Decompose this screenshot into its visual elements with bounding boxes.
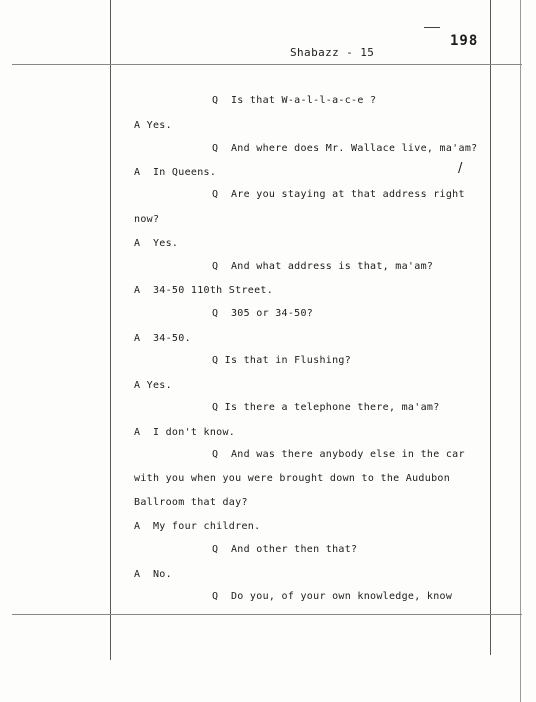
margin-check-mark: / [458,161,463,176]
transcript-line: now? [134,214,160,225]
transcript-line: Q Is that in Flushing? [212,355,352,366]
left-margin-rule [110,0,111,660]
transcript-line: A My four children. [134,521,261,532]
transcript-line: Q And what address is that, ma'am? [212,261,434,272]
transcript-line: A Yes. [134,380,172,391]
transcript-line: A In Queens. [134,167,217,178]
transcript-line: Ballroom that day? [134,497,248,508]
transcript-line: with you when you were brought down to the Audubon [134,473,451,484]
transcript-line: Q Is that W-a-l-l-a-c-e ? [212,95,377,106]
page-number: 198 [450,33,479,49]
right-margin-rule [490,0,491,655]
transcript-line: A Yes. [134,120,172,131]
transcript-line: Q And where does Mr. Wallace live, ma'am? [212,143,478,154]
page-number-dash [424,27,440,28]
transcript-line: A Yes. [134,238,179,249]
transcript-line: A 34-50. [134,333,191,344]
transcript-line: Q Do you, of your own knowledge, know [212,591,453,602]
transcript-line: Q Is there a telephone there, ma'am? [212,402,440,413]
right-edge-rule [520,0,521,702]
running-head: Shabazz - 15 [290,46,375,59]
transcript-line: Q 305 or 34-50? [212,308,314,319]
transcript-line: Q And other then that? [212,544,358,555]
transcript-line: A No. [134,569,172,580]
transcript-line: Q And was there anybody else in the car [212,449,465,460]
transcript-line: A 34-50 110th Street. [134,285,274,296]
transcript-line: A I don't know. [134,427,236,438]
transcript-line: Q Are you staying at that address right [212,189,465,200]
bottom-rule [12,614,522,615]
top-rule [12,64,522,65]
